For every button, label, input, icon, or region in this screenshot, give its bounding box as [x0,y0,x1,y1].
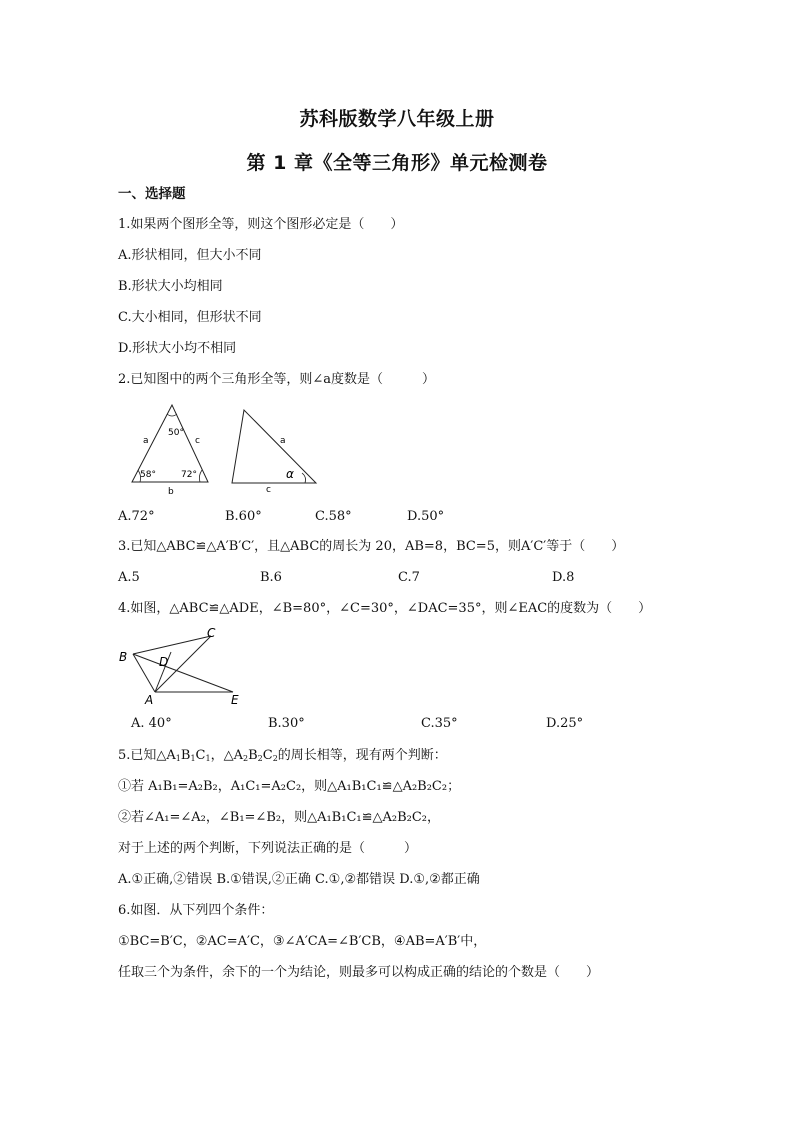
q6-conditions: ①BC=B′C，②AC=A′C，③∠A′CA=∠B′CB，④AB=A′B′中， [118,934,487,949]
q1-option-d: D.形状大小均不相同 [118,341,237,356]
t1-right-angle: 72° [181,470,197,480]
q2-triangle-right [228,405,348,495]
t2-side-bottom: c [266,485,271,495]
q1-option-c: C.大小相同，但形状不同 [118,310,262,325]
q1-option-a: A.形状相同，但大小不同 [118,248,262,263]
q4-label-d: D [159,655,169,669]
q4-label-a: A [145,693,154,707]
t1-side-bottom: b [168,487,174,497]
q4-label-e: E [231,693,239,707]
t2-side-right: a [280,436,286,446]
t2-angle-alpha: α [286,467,294,481]
q2-option-d: D.50° [407,509,445,524]
q4-stem: 4.如图，△ABC≌△ADE，∠B=80°，∠C=30°，∠DAC=35°，则∠EAC的度数为（ ） [118,601,652,616]
section-heading: 一、选择题 [118,186,186,202]
q5-question: 对于上述的两个判断，下列说法正确的是（ ） [118,841,418,856]
q5-judgment-1: ①若 A₁B₁=A₂B₂，A₁C₁=A₂C₂，则△A₁B₁C₁≌△A₂B₂C₂； [118,779,461,794]
q4-option-b: B.30° [268,716,305,731]
q5-options: A.①正确,②错误 B.①错误,②正确 C.①,②都错误 D.①,②都正确 [118,872,480,887]
q6-stem: 6.如图．从下列四个条件： [118,903,274,918]
q4-label-b: B [119,650,128,664]
doc-title: 苏科版数学八年级上册 [299,108,495,130]
t1-side-right: c [195,436,200,446]
q5-judgment-2: ②若∠A₁=∠A₂，∠B₁=∠B₂，则△A₁B₁C₁≌△A₂B₂C₂， [118,810,441,825]
q4-option-a: A. 40° [131,716,172,731]
q3-option-b: B.6 [260,570,282,585]
q3-option-d: D.8 [552,570,575,585]
q3-option-c: C.7 [398,570,420,585]
q4-figure [115,626,265,706]
q4-option-c: C.35° [421,716,458,731]
q4-label-c: C [207,626,216,640]
doc-subtitle: 第 1 章《全等三角形》单元检测卷 [246,152,548,174]
q3-stem: 3.已知△ABC≌△A′B′C′，且△ABC的周长为 20，AB=8，BC=5，则A′C′等于（ ） [118,539,625,554]
q1-stem: 1.如果两个图形全等，则这个图形必定是（ ） [118,217,404,232]
q2-option-b: B.60° [225,509,262,524]
q6-question: 任取三个为条件，余下的一个为结论，则最多可以构成正确的结论的个数是（ ） [118,965,600,980]
t1-top-angle: 50° [168,428,184,438]
t1-left-angle: 58° [140,470,156,480]
q4-option-d: D.25° [546,716,584,731]
t1-side-left: a [143,436,149,446]
q5-stem: 5.已知$\triangle A_1B_1C_1$，$\triangle A_2B_2C_2$的周长相等，现有两个判断： [118,748,447,763]
q2-stem: 2.已知图中的两个三角形全等，则∠a度数是（ ） [118,372,436,387]
q3-option-a: A.5 [118,570,140,585]
q2-option-c: C.58° [315,509,352,524]
q2-option-a: A.72° [118,509,155,524]
q1-option-b: B.形状大小均相同 [118,279,223,294]
